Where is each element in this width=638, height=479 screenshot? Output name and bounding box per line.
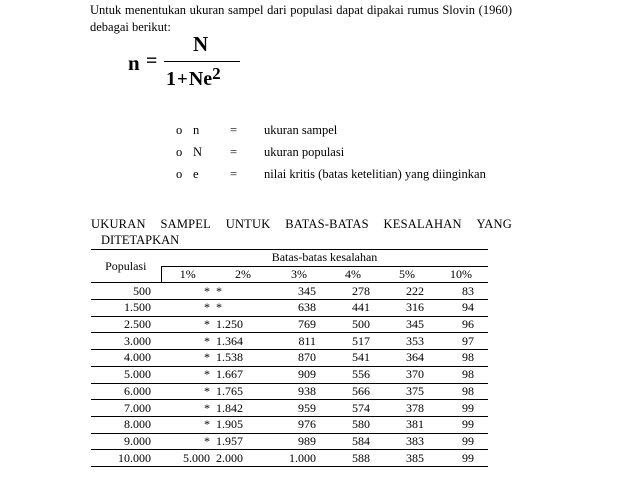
denominator-ne: Ne [188, 68, 213, 90]
population-cell: 3.000 [91, 333, 161, 350]
legend-equals: = [230, 167, 238, 181]
sample-size-cell: 381 [380, 416, 434, 433]
table-row [91, 450, 488, 467]
sample-size-cell: 316 [380, 300, 434, 317]
intro-paragraph: Untuk menentukan ukuran sampel dari populasi dapat dipakai rumus Slovin (1960) debagai berikut: [90, 3, 512, 34]
sample-size-cell: 2.000 [214, 450, 272, 467]
column-header: 10% [434, 266, 488, 283]
slovin-formula [128, 34, 248, 94]
legend-equals: = [230, 145, 238, 159]
sample-size-cell: 370 [380, 366, 434, 383]
legend-description: nilai kritis (batas ketelitian) yang diinginkan [264, 167, 486, 181]
sample-size-cell: 222 [380, 283, 434, 300]
sample-size-cell: 1.364 [214, 333, 272, 350]
population-cell: 9.000 [91, 433, 161, 450]
sample-size-cell: 375 [380, 383, 434, 400]
column-header: 3% [272, 266, 326, 283]
column-header: 5% [380, 266, 434, 283]
legend-description: ukuran populasi [264, 145, 345, 159]
sample-size-cell: 5.000 [161, 450, 214, 467]
sample-size-cell: * [161, 383, 214, 400]
sample-size-cell: * [161, 333, 214, 350]
sample-size-cell: 83 [434, 283, 488, 300]
sample-size-cell: 94 [434, 300, 488, 317]
formula-numerator: N [193, 32, 209, 56]
sample-size-cell: 1.765 [214, 383, 272, 400]
sample-size-cell: 541 [326, 350, 380, 367]
table-heading [91, 216, 512, 248]
sample-size-cell: * [161, 433, 214, 450]
table-row [91, 400, 488, 417]
sample-size-cell: 566 [326, 383, 380, 400]
sample-size-cell: * [214, 283, 272, 300]
sample-size-cell: 588 [326, 450, 380, 467]
sample-size-cell: 364 [380, 350, 434, 367]
sample-size-cell: 1.538 [214, 350, 272, 367]
sample-size-cell: * [214, 300, 272, 317]
sample-size-cell: 989 [272, 433, 326, 450]
sample-size-cell: 500 [326, 316, 380, 333]
table-header-row [91, 250, 488, 267]
sample-size-cell: 1.905 [214, 416, 272, 433]
sample-size-cell: 383 [380, 433, 434, 450]
bullet-icon: o [176, 145, 183, 159]
sample-size-cell: 584 [326, 433, 380, 450]
sample-size-cell: 909 [272, 366, 326, 383]
population-cell: 10.000 [91, 450, 161, 467]
bullet-icon: o [176, 167, 183, 181]
population-cell: 6.000 [91, 383, 161, 400]
sample-size-cell: 556 [326, 366, 380, 383]
sample-size-cell: * [161, 366, 214, 383]
sample-size-cell: 99 [434, 416, 488, 433]
sample-size-cell: 345 [272, 283, 326, 300]
sample-size-cell: 1.000 [272, 450, 326, 467]
sample-size-cell: 574 [326, 400, 380, 417]
population-cell: 500 [91, 283, 161, 300]
legend-description: ukuran sampel [264, 123, 338, 137]
legend-symbol: e [193, 167, 199, 181]
sample-size-cell: 1.957 [214, 433, 272, 450]
sample-size-cell: 378 [380, 400, 434, 417]
population-header: Populasi [91, 250, 161, 283]
heading-word: UKURAN [91, 217, 146, 231]
denominator-one: 1 [166, 68, 176, 90]
sample-size-cell: 353 [380, 333, 434, 350]
sample-size-cell: 98 [434, 383, 488, 400]
sample-size-cell: 441 [326, 300, 380, 317]
denominator-plus: + [177, 69, 188, 90]
sample-size-cell: * [161, 400, 214, 417]
column-header: 2% [214, 266, 272, 283]
sample-size-cell: 98 [434, 366, 488, 383]
formula-lhs: n [128, 51, 140, 75]
heading-line-1 [91, 216, 512, 232]
sample-size-cell: 638 [272, 300, 326, 317]
sample-size-cell: 98 [434, 350, 488, 367]
sample-size-cell: * [161, 350, 214, 367]
table-row [91, 416, 488, 433]
legend-symbol: n [193, 123, 200, 137]
sample-size-cell: 99 [434, 433, 488, 450]
table-row [91, 366, 488, 383]
sample-size-cell: 976 [272, 416, 326, 433]
table-row [91, 433, 488, 450]
table-row [91, 316, 488, 333]
sample-size-cell: 345 [380, 316, 434, 333]
sample-size-cell: 385 [380, 450, 434, 467]
population-cell: 1.500 [91, 300, 161, 317]
table-row [91, 300, 488, 317]
formula-equals: = [146, 50, 158, 72]
sample-size-cell: 769 [272, 316, 326, 333]
legend-symbol: N [193, 145, 203, 159]
table-row [91, 333, 488, 350]
bullet-icon: o [176, 123, 183, 137]
population-cell: 2.500 [91, 316, 161, 333]
sample-size-cell: 938 [272, 383, 326, 400]
table-body [91, 283, 488, 467]
sample-size-cell: * [161, 283, 214, 300]
fraction-bar [164, 61, 240, 62]
heading-word: UNTUK [225, 217, 271, 231]
sample-size-cell: 99 [434, 450, 488, 467]
sample-size-cell: 1.842 [214, 400, 272, 417]
heading-word: YANG [476, 217, 512, 231]
column-header: 1% [161, 266, 214, 283]
sample-size-cell: 99 [434, 400, 488, 417]
population-cell: 5.000 [91, 366, 161, 383]
formula-denominator [166, 64, 221, 91]
population-cell: 7.000 [91, 400, 161, 417]
sample-size-cell: 959 [272, 400, 326, 417]
sample-size-cell: 1.667 [214, 366, 272, 383]
population-cell: 4.000 [91, 350, 161, 367]
column-header: 4% [326, 266, 380, 283]
table-row [91, 383, 488, 400]
sample-size-cell: 811 [272, 333, 326, 350]
sample-size-table [91, 249, 488, 467]
heading-word: BATAS-BATAS [285, 217, 369, 231]
formula-exponent: 2 [212, 64, 221, 83]
sample-size-cell: 580 [326, 416, 380, 433]
population-cell: 8.000 [91, 416, 161, 433]
heading-word: SAMPEL [160, 217, 211, 231]
sample-size-cell: * [161, 300, 214, 317]
error-margin-header: Batas-batas kesalahan [161, 250, 488, 267]
legend-equals: = [230, 123, 238, 137]
sample-size-cell: 870 [272, 350, 326, 367]
table-row [91, 350, 488, 367]
heading-line-2: DITETAPKAN [101, 233, 180, 247]
table-row [91, 283, 488, 300]
sample-size-cell: 278 [326, 283, 380, 300]
sample-size-cell: 517 [326, 333, 380, 350]
sample-size-cell: 1.250 [214, 316, 272, 333]
sample-size-cell: 96 [434, 316, 488, 333]
sample-size-cell: * [161, 316, 214, 333]
sample-size-cell: 97 [434, 333, 488, 350]
heading-word: KESALAHAN [383, 217, 462, 231]
sample-size-cell: * [161, 416, 214, 433]
